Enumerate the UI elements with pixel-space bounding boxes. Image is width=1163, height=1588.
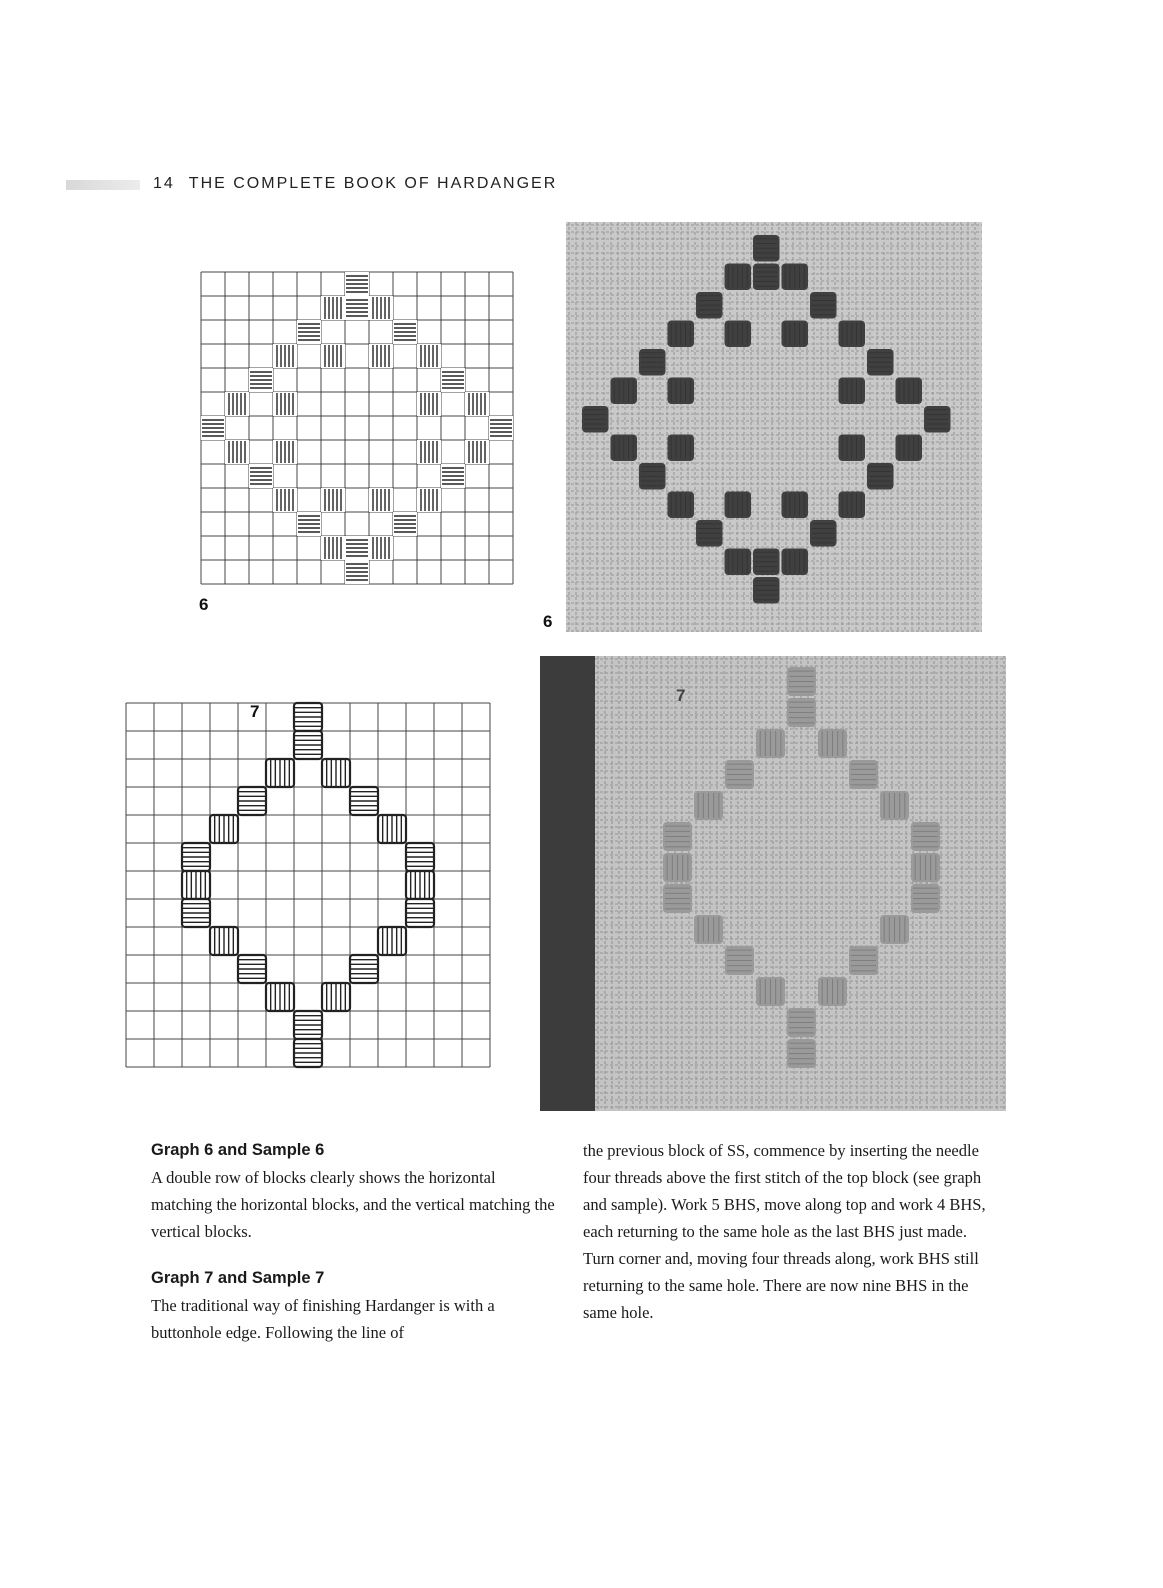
stitched-block: [668, 378, 695, 405]
book-title: THE COMPLETE BOOK OF HARDANGER: [188, 175, 558, 192]
kloster-block-v: [378, 927, 406, 955]
margin-tab: [66, 180, 140, 190]
kloster-block-v: [210, 927, 238, 955]
stitched-block: [880, 791, 909, 820]
text-column-left: [151, 1137, 561, 1366]
stitched-block: [867, 463, 894, 490]
stitched-block: [911, 884, 940, 913]
stitched-block: [924, 406, 951, 433]
running-head: [153, 175, 557, 193]
kloster-block-h: [345, 560, 369, 584]
stitched-block: [663, 884, 692, 913]
stitched-block: [880, 915, 909, 944]
kloster-block-h: [345, 536, 369, 560]
kloster-block-h: [393, 512, 417, 536]
graph-7-label: 7: [250, 702, 260, 721]
stitched-block: [911, 822, 940, 851]
kloster-block-h: [182, 899, 210, 927]
kloster-block-h: [489, 416, 513, 440]
kloster-block-v: [321, 488, 345, 512]
stitched-block: [839, 378, 866, 405]
stitched-block: [839, 321, 866, 348]
text-column-right: [583, 1137, 993, 1346]
stitched-block: [787, 1008, 816, 1037]
stitched-block: [753, 264, 780, 291]
stitched-block: [639, 463, 666, 490]
kloster-block-h: [350, 787, 378, 815]
kloster-block-v: [225, 392, 249, 416]
stitched-block: [668, 435, 695, 462]
stitched-block: [782, 264, 809, 291]
stitched-block: [818, 977, 847, 1006]
kloster-block-h: [249, 368, 273, 392]
sample-7-label: 7: [676, 686, 686, 705]
stitched-block: [756, 977, 785, 1006]
kloster-block-v: [321, 344, 345, 368]
stitched-block: [896, 435, 923, 462]
stitched-block: [782, 549, 809, 576]
kloster-block-v: [273, 344, 297, 368]
kloster-block-v: [322, 983, 350, 1011]
kloster-block-v: [273, 440, 297, 464]
stitched-block: [668, 321, 695, 348]
stitched-block: [696, 292, 723, 319]
kloster-block-v: [378, 815, 406, 843]
graph-6-stitch-chart: [199, 270, 517, 588]
kloster-block-v: [369, 488, 393, 512]
stitched-block: [753, 549, 780, 576]
graph-7-stitch-chart: [123, 700, 513, 1080]
kloster-block-h: [294, 1039, 322, 1067]
kloster-block-v: [369, 296, 393, 320]
kloster-block-h: [294, 731, 322, 759]
heading-graph-6: Graph 6 and Sample 6: [151, 1141, 325, 1159]
sample-6-label: 6: [543, 612, 553, 631]
stitched-block: [787, 667, 816, 696]
kloster-block-v: [417, 488, 441, 512]
stitched-block: [818, 729, 847, 758]
graph-6-label: 6: [199, 595, 209, 614]
kloster-block-v: [266, 983, 294, 1011]
stitched-block: [911, 853, 940, 882]
paragraph-graph-6: A double row of blocks clearly shows the horizontal matching the horizontal blocks, and the vertical matching the vertical blocks.: [151, 1168, 555, 1241]
kloster-block-v: [465, 440, 489, 464]
stitched-block: [849, 760, 878, 789]
stitched-block: [782, 321, 809, 348]
kloster-block-v: [369, 536, 393, 560]
stitched-block: [696, 520, 723, 547]
kloster-block-v: [182, 871, 210, 899]
stitched-block: [787, 698, 816, 727]
stitched-block: [639, 349, 666, 376]
stitched-block: [867, 349, 894, 376]
paragraph-graph-7-start: The traditional way of finishing Hardanger is with a buttonhole edge. Following the line of: [151, 1296, 495, 1342]
kloster-block-h: [238, 955, 266, 983]
kloster-block-h: [406, 899, 434, 927]
stitched-block: [839, 492, 866, 519]
stitched-block: [725, 760, 754, 789]
stitched-block: [725, 321, 752, 348]
stitched-block: [849, 946, 878, 975]
kloster-block-h: [238, 787, 266, 815]
kloster-block-h: [297, 320, 321, 344]
kloster-block-v: [417, 392, 441, 416]
kloster-block-v: [210, 815, 238, 843]
stitched-block: [725, 946, 754, 975]
stitched-block: [787, 1039, 816, 1068]
stitched-block: [810, 292, 837, 319]
kloster-block-h: [345, 296, 369, 320]
paragraph-graph-7-continued: the previous block of SS, commence by inserting the needle four threads above the first stitch of the top block (see graph and sample). Work 5 BHS, move along top and work 4 BHS, each returning to the same hole as the last BHS just made. Turn corner and, moving four threads along, work BHS still returning to the same hole. There are now nine BHS in the same hole.: [583, 1141, 986, 1322]
kloster-block-v: [417, 344, 441, 368]
kloster-block-h: [294, 1011, 322, 1039]
kloster-block-h: [441, 368, 465, 392]
kloster-block-h: [297, 512, 321, 536]
kloster-block-v: [225, 440, 249, 464]
stitched-block: [611, 378, 638, 405]
stitched-block: [756, 729, 785, 758]
stitched-block: [810, 520, 837, 547]
stitched-block: [839, 435, 866, 462]
stitched-block: [663, 822, 692, 851]
kloster-block-h: [441, 464, 465, 488]
sample-6-photo: [566, 222, 982, 632]
kloster-block-v: [266, 759, 294, 787]
kloster-block-h: [393, 320, 417, 344]
kloster-block-v: [273, 392, 297, 416]
stitched-block: [896, 378, 923, 405]
kloster-block-h: [201, 416, 225, 440]
kloster-block-h: [345, 272, 369, 296]
stitched-block: [725, 492, 752, 519]
kloster-block-h: [350, 955, 378, 983]
stitched-block: [753, 235, 780, 262]
sample-7-photo: [540, 656, 1006, 1111]
stitched-block: [582, 406, 609, 433]
stitched-block: [725, 549, 752, 576]
kloster-block-v: [322, 759, 350, 787]
stitched-block: [668, 492, 695, 519]
stitched-block: [782, 492, 809, 519]
stitched-block: [694, 915, 723, 944]
kloster-block-v: [465, 392, 489, 416]
stitched-block: [725, 264, 752, 291]
kloster-block-h: [406, 843, 434, 871]
kloster-block-v: [273, 488, 297, 512]
kloster-block-v: [321, 536, 345, 560]
kloster-block-v: [369, 344, 393, 368]
page-number: 14: [153, 175, 175, 192]
kloster-block-v: [417, 440, 441, 464]
kloster-block-v: [406, 871, 434, 899]
stitched-block: [611, 435, 638, 462]
stitched-block: [694, 791, 723, 820]
kloster-block-v: [321, 296, 345, 320]
heading-graph-7: Graph 7 and Sample 7: [151, 1269, 325, 1287]
kloster-block-h: [182, 843, 210, 871]
stitched-block: [663, 853, 692, 882]
kloster-block-h: [294, 703, 322, 731]
stitched-block: [753, 577, 780, 604]
kloster-block-h: [249, 464, 273, 488]
